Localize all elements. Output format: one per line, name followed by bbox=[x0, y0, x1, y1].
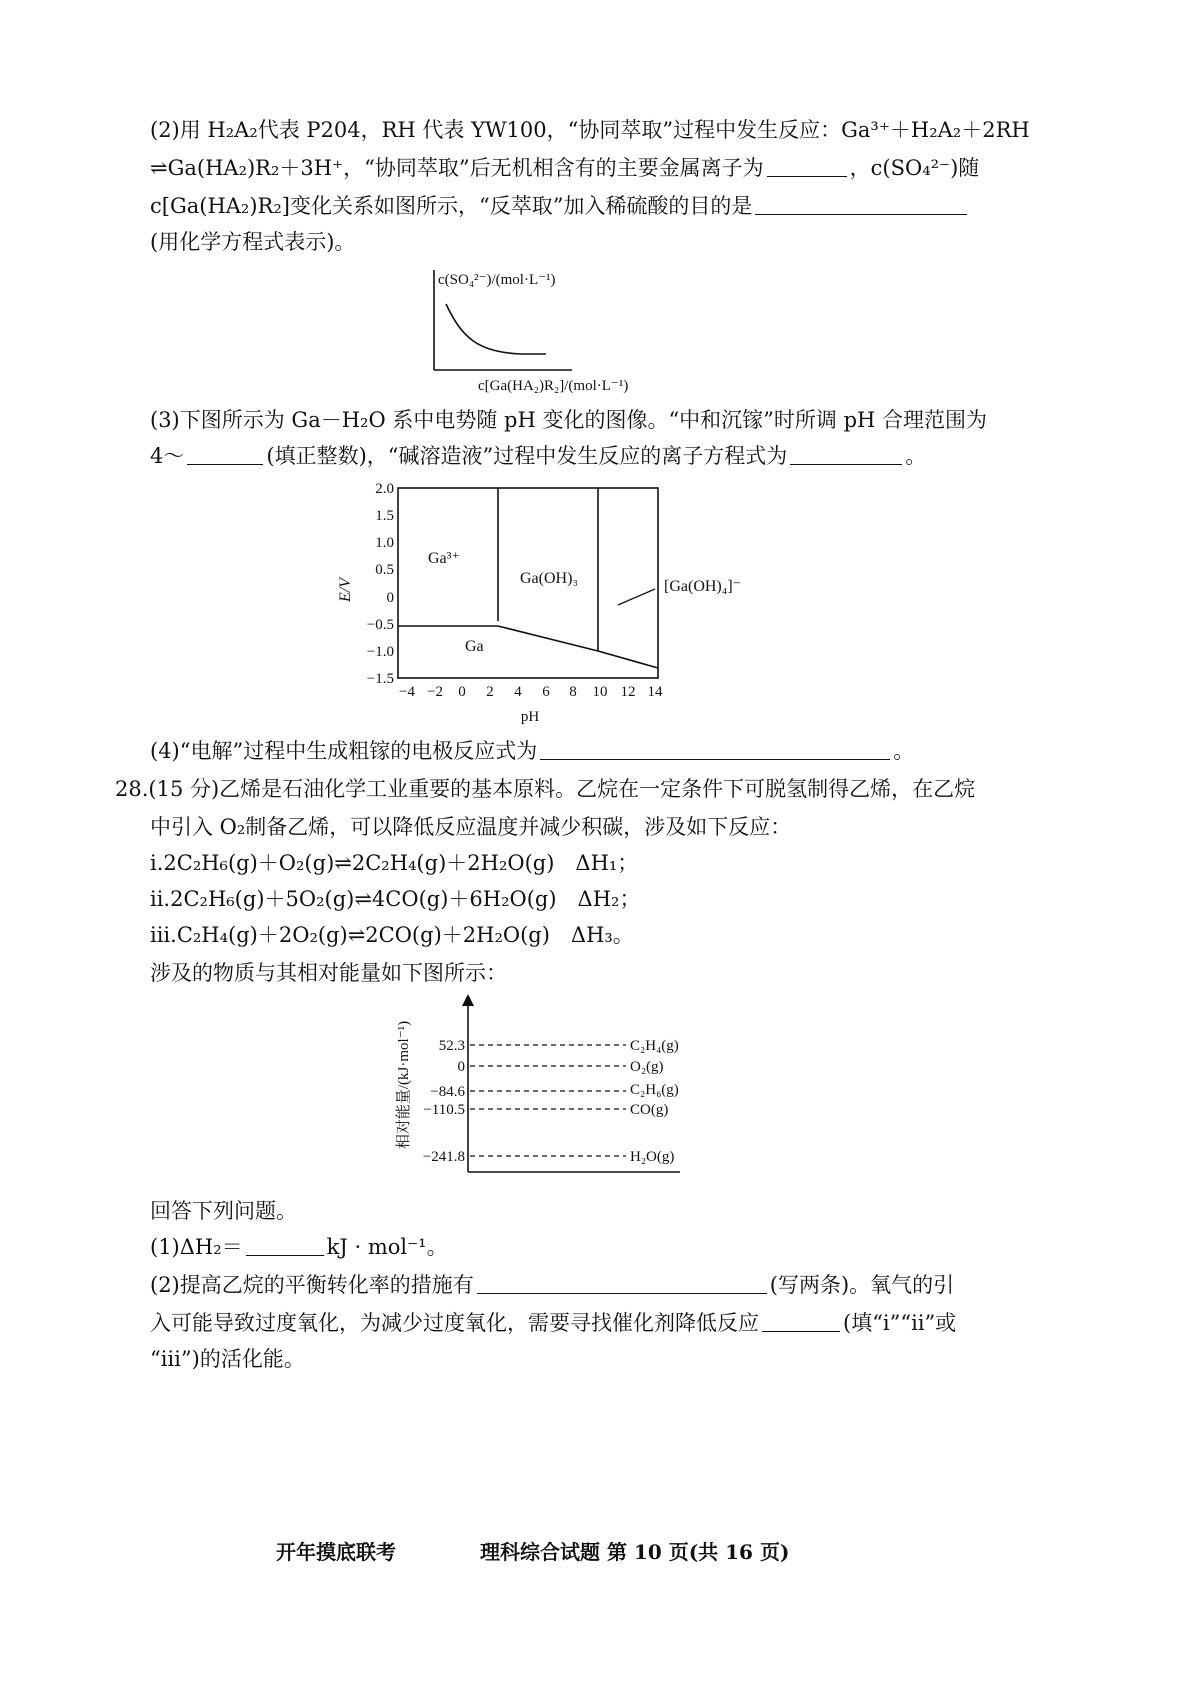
q27-p3-line2-text: 4～ bbox=[150, 444, 185, 468]
q27-p2-line3-text: c[Ga(HA₂)R₂]变化关系如图所示，“反萃取”加入稀硫酸的目的是 bbox=[150, 194, 753, 218]
fig2-xtick: 10 bbox=[592, 684, 608, 700]
q27-p3-line2 bbox=[150, 441, 926, 471]
fig2-region-ga3: Ga³⁺ bbox=[428, 550, 460, 567]
fig3-species-label: CO(g) bbox=[630, 1102, 669, 1118]
q27-p3-line2-end: 。 bbox=[905, 444, 927, 468]
fig3-species-label: O₂(g) bbox=[630, 1059, 664, 1075]
fig2-x-label: pH bbox=[520, 709, 540, 725]
q28-answer-intro: 回答下列问题。 bbox=[150, 1199, 297, 1223]
fig2-ytick: 0 bbox=[386, 590, 394, 606]
q28-reaction-3: ⅲ.C₂H₄(g)＋2O₂(g)⇌2CO(g)＋2H₂O(g) ΔH₃。 bbox=[150, 923, 634, 947]
fig1-x-label: c[Ga(HA₂)R₂]/(mol·L⁻¹) bbox=[478, 378, 629, 394]
q28-q2-line3: “ⅲ”)的活化能。 bbox=[150, 1347, 305, 1371]
fig3-level-value: −241.8 bbox=[422, 1149, 465, 1165]
answer-blank[interactable] bbox=[540, 737, 890, 760]
fig3-level-value: 0 bbox=[457, 1059, 465, 1075]
fig3-level-value: 52.3 bbox=[438, 1038, 465, 1054]
fig2-ytick: 2.0 bbox=[375, 481, 394, 497]
q27-p2-line2-tail: ，c(SO₄²⁻)随 bbox=[849, 156, 980, 180]
q28-q2-text: (2)提高乙烷的平衡转化率的措施有 bbox=[150, 1273, 474, 1297]
q27-p4-line bbox=[150, 736, 914, 766]
answer-blank[interactable] bbox=[767, 154, 847, 177]
fig1-y-label: c(SO₄²⁻)/(mol·L⁻¹) bbox=[438, 272, 556, 288]
fig2-xtick: 4 bbox=[514, 684, 522, 700]
answer-blank[interactable] bbox=[790, 442, 902, 465]
fig2-region-gaoh4: [Ga(OH)₄]⁻ bbox=[664, 578, 742, 595]
q28-q2-text2: 入可能导致过度氧化，为减少过度氧化，需要寻找催化剂降低反应 bbox=[150, 1311, 759, 1335]
fig2-xtick: −2 bbox=[427, 684, 443, 700]
fig2-xtick: 14 bbox=[647, 684, 663, 700]
fig2-xtick: 8 bbox=[569, 684, 577, 700]
q28-q2-line1 bbox=[150, 1270, 954, 1300]
fig3-y-label: 相对能量/(kJ·mol⁻¹) bbox=[396, 1020, 412, 1150]
answer-blank[interactable] bbox=[246, 1233, 324, 1256]
q28-q1-text: (1)ΔH₂＝ bbox=[150, 1235, 243, 1259]
fig3-level-value: −84.6 bbox=[430, 1084, 465, 1100]
answer-blank[interactable] bbox=[762, 1309, 840, 1332]
answer-blank[interactable] bbox=[187, 442, 263, 465]
fig2-ytick: 1.5 bbox=[375, 508, 394, 524]
q27-p4-text: (4)“电解”过程中生成粗镓的电极反应式为 bbox=[150, 739, 538, 763]
q28-reaction-2: ⅱ.2C₂H₆(g)＋5O₂(g)⇌4CO(g)＋6H₂O(g) ΔH₂； bbox=[150, 887, 641, 911]
fig3-level-value: −110.5 bbox=[423, 1102, 465, 1118]
fig2-ytick: −0.5 bbox=[366, 617, 394, 633]
fig2-xtick: 0 bbox=[458, 684, 466, 700]
q27-p2-line4: (用化学方程式表示)。 bbox=[150, 230, 356, 254]
fig2-ytick: −1.5 bbox=[366, 671, 394, 687]
q28-q1-unit: kJ · mol⁻¹。 bbox=[326, 1235, 448, 1259]
answer-blank[interactable] bbox=[477, 1271, 767, 1294]
fig2-ytick: −1.0 bbox=[366, 644, 394, 660]
q27-p2-line2 bbox=[150, 153, 979, 183]
fig2-ytick: 0.5 bbox=[375, 562, 394, 578]
figure-energy-levels bbox=[390, 990, 720, 1190]
fig2-region-gaoh3: Ga(OH)₃ bbox=[520, 570, 578, 587]
fig2-xtick: −4 bbox=[399, 684, 415, 700]
q27-p4-end: 。 bbox=[893, 739, 915, 763]
fig2-pointer bbox=[618, 589, 655, 605]
q28-q2-tail2: (填“ⅰ”“ⅱ”或 bbox=[843, 1311, 957, 1335]
q28-intro-line1: 28.(15 分)乙烯是石油化学工业重要的基本原料。乙烷在一定条件下可脱氢制得乙烯，在乙烷 bbox=[115, 777, 976, 801]
fig2-xtick: 2 bbox=[486, 684, 494, 700]
fig2-xtick: 12 bbox=[620, 684, 636, 700]
footer-exam-name: 开年摸底联考 bbox=[276, 1540, 396, 1564]
fig2-y-label: E/V bbox=[337, 578, 354, 602]
q27-p2-line1: (2)用 H₂A₂代表 P204，RH 代表 YW100，“协同萃取”过程中发生反应：Ga³⁺＋H₂A₂＋2RH bbox=[150, 118, 1030, 142]
q27-p3-line2-mid: (填正整数)，“碱溶造液”过程中发生反应的离子方程式为 bbox=[266, 444, 788, 468]
q28-figure-intro: 涉及的物质与其相对能量如下图所示： bbox=[150, 961, 507, 985]
fig2-ga-line bbox=[398, 626, 658, 668]
fig3-species-label: C₂H₆(g) bbox=[630, 1082, 679, 1098]
fig1-curve bbox=[446, 304, 546, 354]
answer-blank[interactable] bbox=[755, 192, 967, 215]
figure-sulfate-curve bbox=[420, 258, 700, 398]
q27-p2-line3 bbox=[150, 191, 970, 221]
q28-q2-tail: (写两条)。氧气的引 bbox=[769, 1273, 955, 1297]
figure-e-ph-diagram bbox=[337, 478, 820, 728]
q28-q2-line2 bbox=[150, 1308, 956, 1338]
fig2-region-ga: Ga bbox=[465, 638, 484, 655]
fig2-xtick: 6 bbox=[542, 684, 550, 700]
fig3-y-arrow bbox=[462, 994, 474, 1006]
q28-intro-line2: 中引入 O₂制备乙烯，可以降低反应温度并减少积碳，涉及如下反应： bbox=[150, 815, 792, 839]
q27-p3-line1: (3)下图所示为 Ga－H₂O 系中电势随 pH 变化的图像。“中和沉镓”时所调 pH 合理范围为 bbox=[150, 408, 988, 432]
q27-p2-line2-text: ⇌Ga(HA₂)R₂＋3H⁺，“协同萃取”后无机相含有的主要金属离子为 bbox=[150, 156, 764, 180]
footer-page-info: 理科综合试题 第 10 页(共 16 页) bbox=[480, 1540, 790, 1564]
fig3-species-label: C₂H₄(g) bbox=[630, 1038, 679, 1054]
fig2-ytick: 1.0 bbox=[375, 535, 394, 551]
fig3-species-label: H₂O(g) bbox=[630, 1149, 675, 1165]
q28-reaction-1: ⅰ.2C₂H₆(g)＋O₂(g)⇌2C₂H₄(g)＋2H₂O(g) ΔH₁； bbox=[150, 851, 639, 875]
q28-q1-line bbox=[150, 1232, 448, 1262]
